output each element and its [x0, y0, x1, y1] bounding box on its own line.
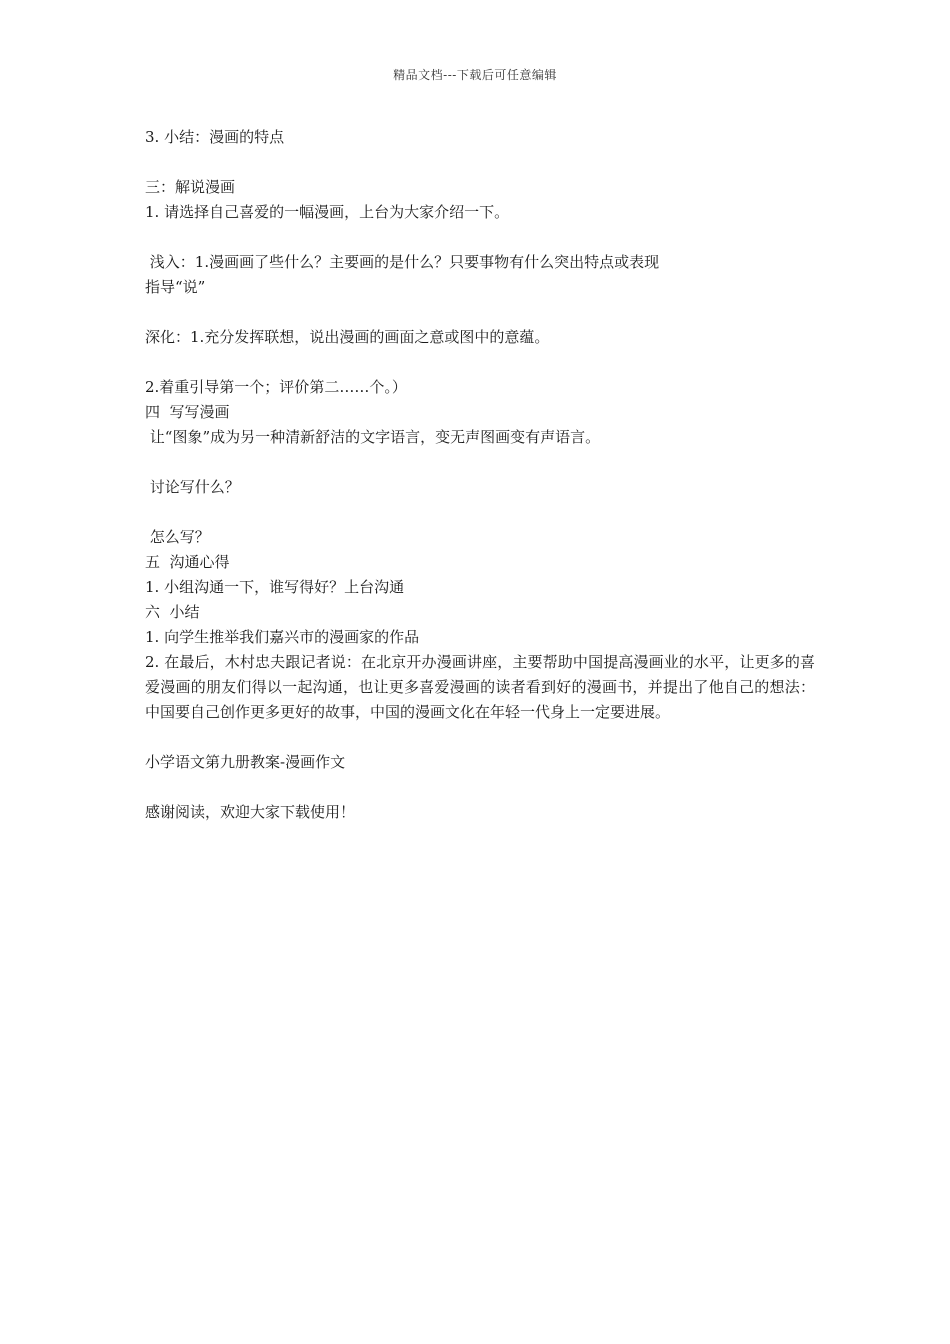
document-body: [145, 125, 815, 825]
summary-line: 3. 小结：漫画的特点: [145, 128, 285, 146]
spacer: [145, 725, 815, 750]
section-heading-6: 六 小结: [145, 603, 200, 621]
guide-evaluate-line: 2.着重引导第一个；评价第二……个。）: [145, 378, 407, 396]
guide-line: 指导“说”: [145, 278, 206, 296]
spacer: [145, 350, 815, 375]
section-heading-5: 五 沟通心得: [145, 553, 230, 571]
section-heading-3: 三：解说漫画: [145, 178, 236, 196]
image-to-text-line: 让“图象”成为另一种清新舒洁的文字语言，变无声图画变有声语言。: [145, 428, 601, 446]
thanks-line: 感谢阅读，欢迎大家下载使用！: [145, 803, 356, 821]
group-communicate-line: 1. 小组沟通一下，谁写得好？上台沟通: [145, 578, 405, 596]
page-header: 精品文档---下载后可任意编辑: [393, 68, 557, 82]
how-to-write-line: 怎么写？: [145, 528, 210, 546]
document-title-line: 小学语文第九册教案-漫画作文: [145, 753, 346, 771]
instruction-line: 1. 请选择自己喜爱的一幅漫画，上台为大家介绍一下。: [145, 203, 510, 221]
spacer: [145, 450, 815, 475]
spacer: [145, 225, 815, 250]
spacer: [145, 150, 815, 175]
spacer: [145, 500, 815, 525]
shallow-intro-line: 浅入：1.漫画画了些什么？主要画的是什么？只要事物有什么突出特点或表现: [145, 253, 660, 271]
closing-paragraph: 2. 在最后，木村忠夫跟记者说：在北京开办漫画讲座，主要帮助中国提高漫画业的水平，让更多的喜爱漫画的朋友们得以一起沟通，也让更多喜爱漫画的读者看到好的漫画书，并提出了他自己的想法：中国要自己创作更多更好的故事，中国的漫画文化在年轻一代身上一定要进展。: [145, 653, 815, 721]
discuss-what-line: 讨论写什么？: [145, 478, 240, 496]
recommend-line: 1. 向学生推举我们嘉兴市的漫画家的作品: [145, 628, 420, 646]
section-heading-4: 四 写写漫画: [145, 403, 230, 421]
spacer: [145, 775, 815, 800]
deepen-line: 深化：1.充分发挥联想，说出漫画的画面之意或图中的意蕴。: [145, 328, 550, 346]
spacer: [145, 300, 815, 325]
